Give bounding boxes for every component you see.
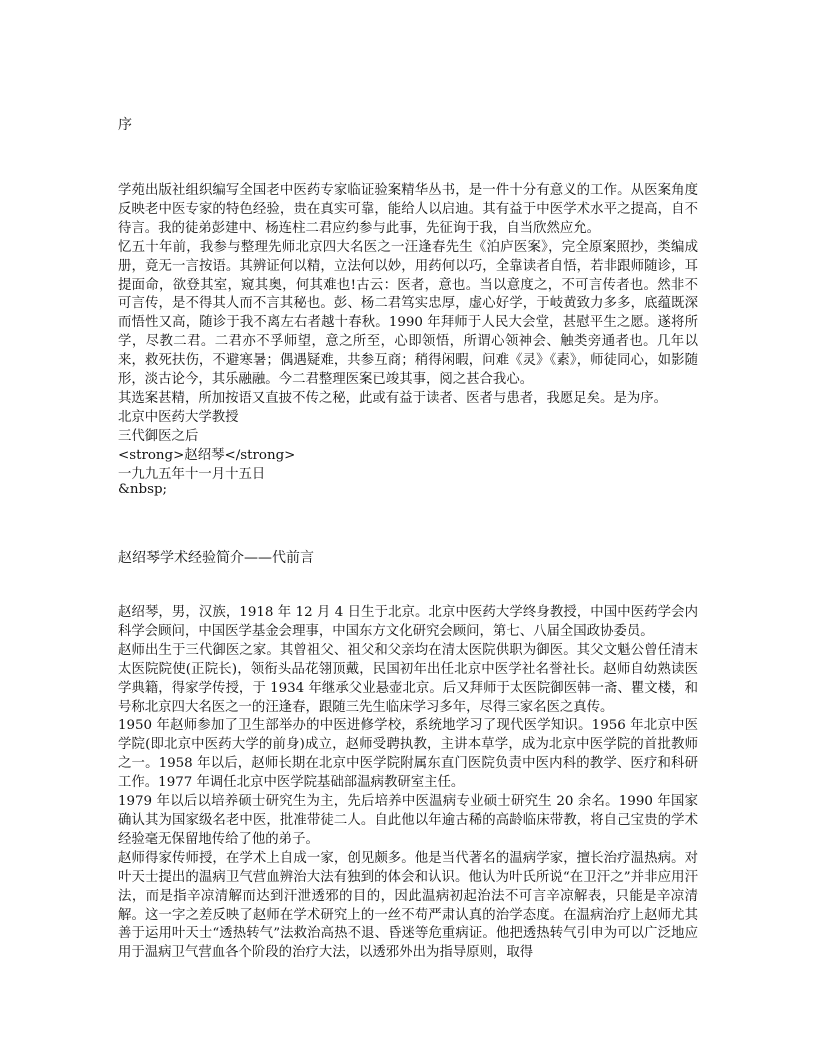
intro-title: 赵绍琴学术经验简介——代前言: [118, 550, 314, 566]
preface-paragraph: 学苑出版社组织编写全国老中医药专家临证验案精华丛书，是一件十分有意义的工作。从医案角度反映老中医专家的特色经验，贵在真实可靠，能给人以启迪。其有益于中医学术水平之提高，自不待言。我的徒弟彭建中、杨连柱二君应约参与此事，先征询于我，自当欣然应允。: [118, 183, 698, 236]
trailing-entity-text: &nbsp;: [118, 482, 168, 497]
intro-paragraph: 赵绍琴，男，汉族，1918 年 12 月 4 日生于北京。北京中医药大学终身教授，中国中医药学会内科学会顾问，中国医学基金会理事，中国东方文化研究会顾问，第七、八届全国政协委员。: [118, 605, 698, 639]
intro-paragraph: 赵师出生于三代御医之家。其曾祖父、祖父和父亲均在清太医院供职为御医。其父文魁公曾任清末太医院院使(正院长)，领衔头品花翎顶戴，民国初年出任北京中医学社名誉社长。赵师自幼熟读医学典籍，得家学传授，于 1934 年继承父业悬壶北京。后又拜师于太医院御医韩一斋、瞿文楼，和号称北京四大名医之一的汪逢春，跟随三先生临床学习多年，尽得三家名医之真传。: [118, 642, 698, 715]
preface-date: 一九九五年十一月十五日: [118, 466, 266, 482]
preface-title: 序: [118, 117, 132, 133]
intro-paragraph: 赵师得家传师授，在学术上自成一家，创见颇多。他是当代著名的温病学家，擅长治疗温热病。对叶天士提出的温病卫气营血辨治大法有独到的体会和认识。他认为叶氏所说“在卫汗之”并非应用汗法，而是指辛凉清解而达到汗泄透邪的目的，因此温病初起治法不可言辛凉解表，只能是辛凉清解。这一字之差反映了赵师在学术研究上的一丝不苟严肃认真的治学态度。在温病治疗上赵师尤其善于运用叶天士“透热转气”法救治高热不退、昏迷等危重病证。他把透热转气引申为可以广泛地应用于温病卫气营血各个阶段的治疗大法，以透邪外出为指导原则，取得: [118, 850, 698, 961]
author-lineage: 三代御医之后: [118, 428, 199, 444]
author-affiliation: 北京中医药大学教授: [118, 409, 239, 425]
intro-paragraph: 1979 年以后以培养硕士研究生为主，先后培养中医温病专业硕士研究生 20 余名。1990 年国家确认其为国家级名老中医，批准带徒二人。自此他以年逾古稀的高龄临床带教，将自己宝贵的学术经验毫无保留地传给了他的弟子。: [118, 794, 698, 847]
author-name: <strong>赵绍琴</strong>: [118, 447, 296, 463]
preface-paragraph: 其选案甚精，所加按语又直披不传之秘，此或有益于读者、医者与患者，我愿足矣。是为序。: [118, 390, 668, 406]
intro-body: [118, 604, 698, 963]
intro-paragraph: 1950 年赵师参加了卫生部举办的中医进修学校，系统地学习了现代医学知识。1956 年北京中医学院(即北京中医药大学的前身)成立，赵师受聘执教，主讲本草学，成为北京中医学院的首批教师之一。1958 年以后，赵师长期在北京中医学院附属东直门医院负责中医内科的教学、医疗和科研工作。1977 年调任北京中医学院基础部温病教研室主任。: [118, 718, 698, 791]
preface-body: [118, 182, 698, 485]
preface-paragraph: 忆五十年前，我参与整理先师北京四大名医之一汪逢春先生《泊庐医案》，完全原案照抄，类编成册，竟无一言按语。其辨证何以精，立法何以妙，用药何以巧，全靠读者自悟，若非跟师随诊，耳提面命，欲登其室，窥其奥，何其难也!古云：医者，意也。当以意度之，不可言传者也。然非不可言传，是不得其人而不言其秘也。彭、杨二君笃实忠厚，虚心好学，于岐黄致力多多，底蕴既深而悟性又高，随诊于我不离左右者越十春秋。1990 年拜师于人民大会堂，甚慰平生之愿。遂将所学，尽教二君。二君亦不孚师望，意之所至，心即领悟，所谓心领神会、触类旁通者也。几年以来，救死扶伤，不避寒暑；偶遇疑难，共参互商；稍得闲暇，问难《灵》《素》，师徒同心，如影随形，淡古论今，其乐融融。今二君整理医案已竣其事，阅之甚合我心。: [118, 239, 698, 388]
